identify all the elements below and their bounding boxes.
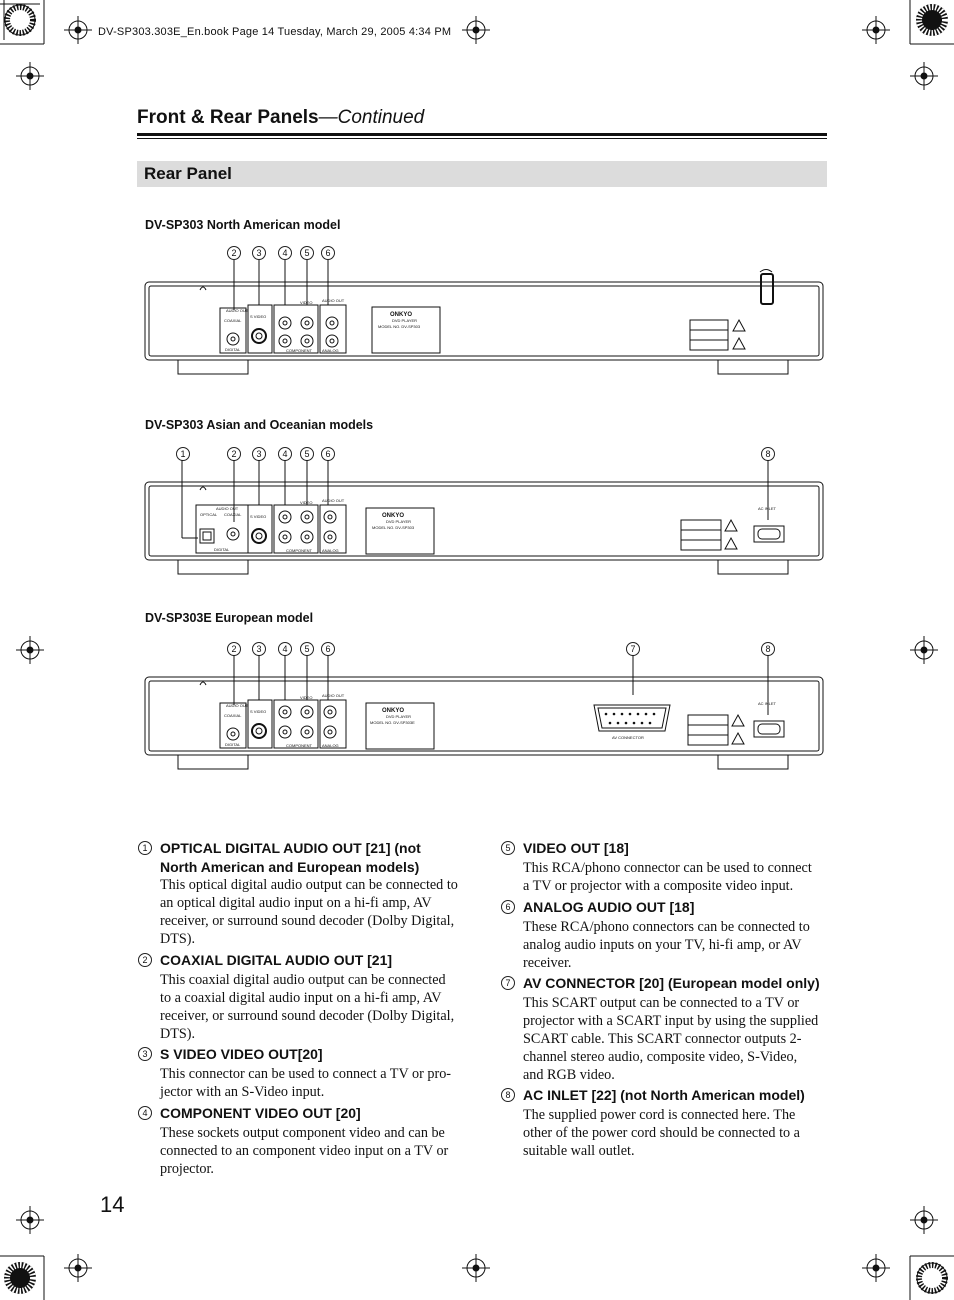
item-number: 7 bbox=[501, 976, 515, 990]
item-text-line: an optical digital audio input on a hi-fi amp, AV bbox=[160, 895, 432, 911]
label-optical: OPTICAL bbox=[200, 512, 218, 517]
item-title: COMPONENT VIDEO OUT [20] bbox=[160, 1105, 361, 1121]
label-s-video: S VIDEO bbox=[250, 709, 267, 714]
item-number: 5 bbox=[501, 841, 515, 855]
callout-5: 5 bbox=[300, 642, 314, 656]
callout-5: 5 bbox=[300, 246, 314, 260]
item-number: 4 bbox=[138, 1106, 152, 1120]
model-label-eu: DV-SP303E European model bbox=[145, 611, 314, 625]
item-title-line-1: OPTICAL DIGITAL AUDIO OUT [21] (not bbox=[160, 840, 421, 856]
label-audio-out: AUDIO OUT bbox=[226, 308, 249, 313]
item-title: AV CONNECTOR [20] (European model only) bbox=[523, 975, 820, 991]
label-audio-out-2: AUDIO OUT bbox=[322, 498, 345, 503]
callout-4: 4 bbox=[278, 642, 292, 656]
item-text-line: DTS). bbox=[160, 931, 196, 947]
label-s-video: S VIDEO bbox=[250, 314, 267, 319]
label-coaxial: COAXIAL bbox=[224, 713, 242, 718]
label-product: DVD PLAYER bbox=[386, 714, 412, 719]
label-video: VIDEO bbox=[300, 500, 313, 505]
item-number: 1 bbox=[138, 841, 152, 855]
item-text-line: to a coaxial digital audio input on a hi-fi amp, AV bbox=[160, 990, 442, 1006]
label-coaxial: COAXIAL bbox=[224, 318, 242, 323]
item-text-line: other of the power cord should be connected to a bbox=[523, 1125, 800, 1141]
label-audio-out-2: AUDIO OUT bbox=[322, 693, 345, 698]
callout-7: 7 bbox=[626, 642, 640, 656]
item-text-line: This coaxial digital audio output can be connected bbox=[160, 972, 446, 988]
callout-6: 6 bbox=[321, 246, 335, 260]
label-audio-out: AUDIO OUT bbox=[226, 703, 249, 708]
label-component: COMPONENT bbox=[286, 743, 312, 748]
item-number: 6 bbox=[501, 900, 515, 914]
item-text-line: This optical digital audio output can be connected to bbox=[160, 877, 458, 893]
item-text-line: analog audio inputs on your TV, hi-fi amp, or AV bbox=[523, 937, 802, 953]
item-text-line: connected to an component video input on a TV or bbox=[160, 1143, 449, 1159]
label-model-no: MODEL NO. DV-SP303 bbox=[378, 324, 421, 329]
callout-3: 3 bbox=[252, 447, 266, 461]
page-number: 14 bbox=[100, 1192, 125, 1217]
item-text-line: receiver, or surround sound decoder (Dolby Digital, bbox=[160, 913, 455, 929]
label-video: VIDEO bbox=[300, 695, 313, 700]
item-text-line: suitable wall outlet. bbox=[523, 1143, 635, 1159]
label-product: DVD PLAYER bbox=[386, 519, 412, 524]
callout-8: 8 bbox=[761, 642, 775, 656]
item-text-line: This RCA/phono connector can be used to connect bbox=[523, 860, 812, 876]
callout-3: 3 bbox=[252, 642, 266, 656]
item-title-line-2: North American and European models) bbox=[160, 859, 420, 875]
callout-1: 1 bbox=[176, 447, 190, 461]
item-title: AC INLET [22] (not North American model) bbox=[523, 1087, 805, 1103]
label-component: COMPONENT bbox=[286, 348, 312, 353]
callout-2: 2 bbox=[227, 642, 241, 656]
label-model-no: MODEL NO. DV-SP303 bbox=[372, 525, 415, 530]
item-number: 3 bbox=[138, 1047, 152, 1061]
item-text-line: SCART cable. This SCART connector outputs 2- bbox=[523, 1031, 802, 1047]
label-component: COMPONENT bbox=[286, 548, 312, 553]
label-model-no: MODEL NO. DV-SP303E bbox=[370, 720, 415, 725]
subsection-title: Rear Panel bbox=[144, 164, 232, 183]
item-text-line: jector with an S-Video input. bbox=[160, 1084, 325, 1100]
label-analog: ANALOG bbox=[322, 548, 339, 553]
label-video: VIDEO bbox=[300, 300, 313, 305]
item-text-line: receiver. bbox=[523, 955, 572, 971]
item-text-line: receiver, or surround sound decoder (Dolby Digital, bbox=[160, 1008, 455, 1024]
label-analog: ANALOG bbox=[322, 348, 339, 353]
callout-4: 4 bbox=[278, 246, 292, 260]
subsection-bar bbox=[137, 161, 827, 187]
item-text-line: This SCART output can be connected to a TV or bbox=[523, 995, 800, 1011]
item-text-line: projector. bbox=[160, 1161, 214, 1177]
file-header: DV-SP303.303E_En.book Page 14 Tuesday, March 29, 2005 4:34 PM bbox=[98, 26, 452, 38]
label-audio-out: AUDIO OUT bbox=[216, 506, 239, 511]
item-text-line: These sockets output component video and can be bbox=[160, 1125, 445, 1141]
section-title-text: Front & Rear Panels bbox=[137, 107, 319, 128]
item-text-line: The supplied power cord is connected here. The bbox=[523, 1107, 796, 1123]
label-digital: DIGITAL bbox=[214, 547, 230, 552]
model-label-na: DV-SP303 North American model bbox=[145, 218, 341, 232]
rear-panel-north-american bbox=[140, 260, 830, 380]
item-text-line: DTS). bbox=[160, 1026, 196, 1042]
title-rule bbox=[137, 133, 827, 136]
section-title bbox=[137, 107, 424, 129]
callout-5: 5 bbox=[300, 447, 314, 461]
brand-logo: ONKYO bbox=[390, 312, 413, 318]
item-text-line: This connector can be used to connect a TV or pro- bbox=[160, 1066, 452, 1082]
label-ac-inlet: AC INLET bbox=[758, 506, 777, 511]
callout-6: 6 bbox=[321, 447, 335, 461]
brand-logo: ONKYO bbox=[382, 513, 405, 519]
label-ac-inlet: AC INLET bbox=[758, 701, 777, 706]
section-continued: —Continued bbox=[318, 107, 425, 128]
item-text-line: projector with a SCART input by using the supplied bbox=[523, 1013, 819, 1029]
label-audio-out-2: AUDIO OUT bbox=[322, 298, 345, 303]
item-text-line: These RCA/phono connectors can be connected to bbox=[523, 919, 810, 935]
label-analog: ANALOG bbox=[322, 743, 339, 748]
title-rule-thin bbox=[137, 138, 827, 139]
item-text-line: channel stereo audio, composite video, S-Video, bbox=[523, 1049, 798, 1065]
rear-panel-european bbox=[140, 655, 830, 775]
item-title: ANALOG AUDIO OUT [18] bbox=[523, 899, 695, 915]
item-title: COAXIAL DIGITAL AUDIO OUT [21] bbox=[160, 952, 393, 968]
rear-panel-asian bbox=[140, 460, 830, 580]
callout-2: 2 bbox=[227, 246, 241, 260]
item-number: 8 bbox=[501, 1088, 515, 1102]
label-digital: DIGITAL bbox=[225, 742, 241, 747]
item-text-line: a TV or projector with a composite video input. bbox=[523, 878, 794, 894]
label-s-video: S VIDEO bbox=[250, 514, 267, 519]
label-digital: DIGITAL bbox=[225, 347, 241, 352]
callout-3: 3 bbox=[252, 246, 266, 260]
brand-logo: ONKYO bbox=[382, 708, 405, 714]
item-title: VIDEO OUT [18] bbox=[523, 840, 629, 856]
model-label-asia: DV-SP303 Asian and Oceanian models bbox=[145, 418, 374, 432]
item-title: S VIDEO VIDEO OUT[20] bbox=[160, 1046, 323, 1062]
callout-8: 8 bbox=[761, 447, 775, 461]
callout-4: 4 bbox=[278, 447, 292, 461]
label-product: DVD PLAYER bbox=[392, 318, 418, 323]
callout-6: 6 bbox=[321, 642, 335, 656]
label-av-connector: AV CONNECTOR bbox=[612, 735, 644, 740]
item-number: 2 bbox=[138, 953, 152, 967]
label-coaxial: COAXIAL bbox=[224, 512, 242, 517]
callout-2: 2 bbox=[227, 447, 241, 461]
item-text-line: and RGB video. bbox=[523, 1067, 615, 1083]
